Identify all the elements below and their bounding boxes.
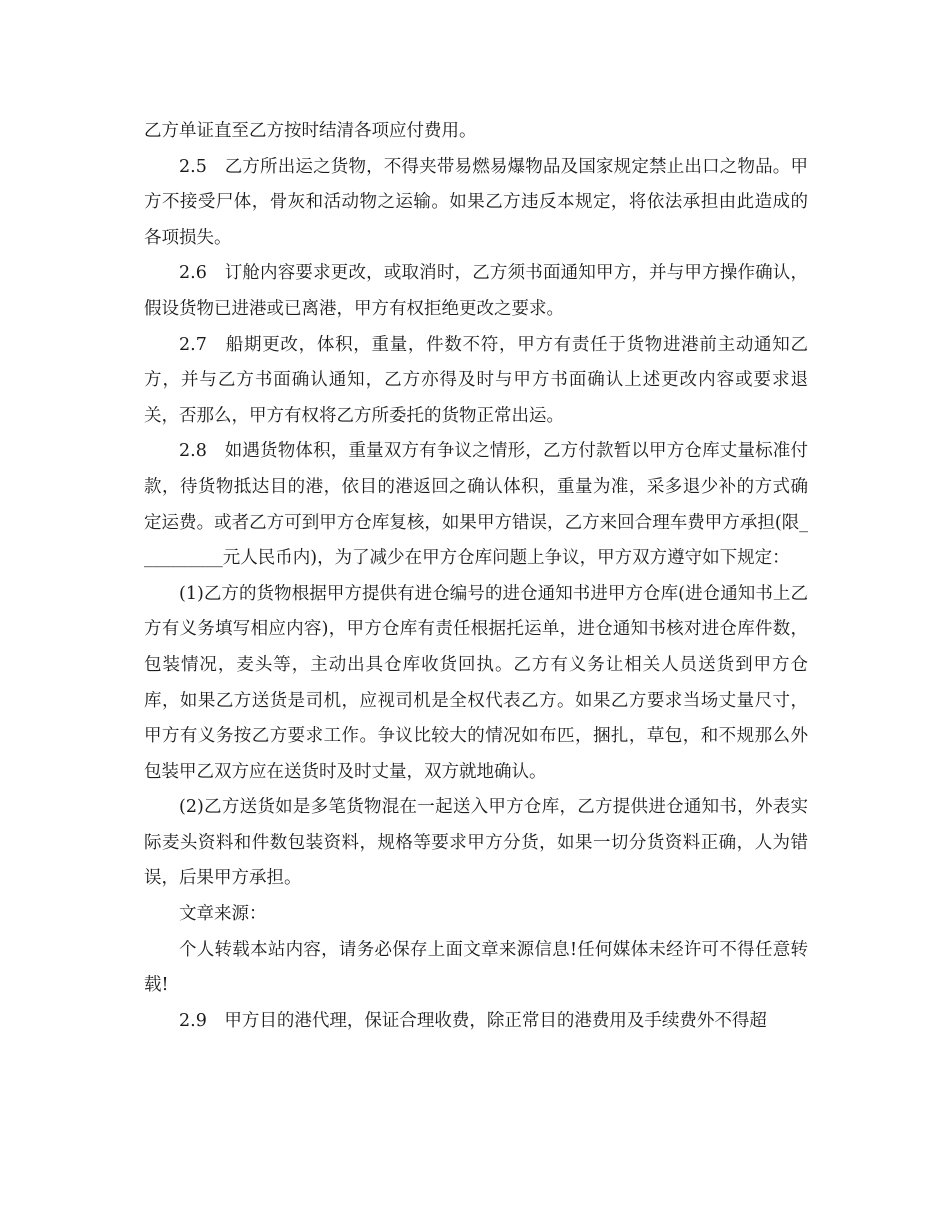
paragraph-continuation: 乙方单证直至乙方按时结清各项应付费用。 [144, 121, 477, 141]
paragraph-rule-1: (1)乙方的货物根据甲方提供有进仓编号的进仓通知书进甲方仓库(进仓通知书上乙方有义务填写相应内容)，甲方仓库有责任根据托运单，进仓通知书核对进仓库件数，包装情况，麦头等，主动出具仓库收货回执。乙方有义务让相关人员送货到甲方仓库，如果乙方送货是司机，应视司机是全权代表乙方。如果乙方要求当场丈量尺寸，甲方有义务按乙方要求工作。争议比较大的情况如布匹，捆扎，草包，和不规那么外包装甲乙双方应在送货时及时丈量，双方就地确认。 [144, 583, 808, 782]
paragraph-reprint-notice: 个人转载本站内容，请务必保存上面文章来源信息!任何媒体未经许可不得任意转载! [144, 939, 808, 996]
paragraph-clause-2-6: 2.6 订舱内容要求更改，或取消时，乙方须书面通知甲方，并与甲方操作确认，假设货物已进港或已离港，甲方有权拒绝更改之要求。 [144, 263, 808, 319]
paragraph-clause-2-9: 2.9 甲方目的港代理，保证合理收费，除正常目的港费用及手续费外不得超 [179, 1010, 767, 1031]
paragraph-clause-2-8: 2.8 如遇货物体积，重量双方有争议之情形，乙方付款暂以甲方仓库丈量标准付款，待货物抵达目的港，依目的港返回之确认体积，重量为准，采多退少补的方式确定运费。或者乙方可到甲方仓库复核，如果甲方错误，乙方来回合理车费甲方承担(限__________元人民币内)，为了减少在甲方仓库问题上争议，甲方双方遵守如下规定： [144, 441, 808, 569]
paragraph-clause-2-5: 2.5 乙方所出运之货物，不得夹带易燃易爆物品及国家规定禁止出口之物品。甲方不接受尸体，骨灰和活动物之运输。如果乙方违反本规定，将依法承担由此造成的各项损失。 [144, 156, 808, 248]
paragraph-rule-2: (2)乙方送货如是多笔货物混在一起送入甲方仓库，乙方提供进仓通知书，外表实际麦头资料和件数包装资料，规格等要求甲方分货，如果一切分货资料正确，人为错误，后果甲方承担。 [144, 797, 808, 889]
paragraph-source-label: 文章来源： [179, 904, 267, 925]
paragraph-clause-2-7: 2.7 船期更改，体积，重量，件数不符，甲方有责任于货物进港前主动通知乙方，并与乙方书面确认通知，乙方亦得及时与甲方书面确认上述更改内容或要求退关，否那么，甲方有权将乙方所委托的货物正常出运。 [144, 334, 808, 426]
document-body [144, 114, 808, 1039]
